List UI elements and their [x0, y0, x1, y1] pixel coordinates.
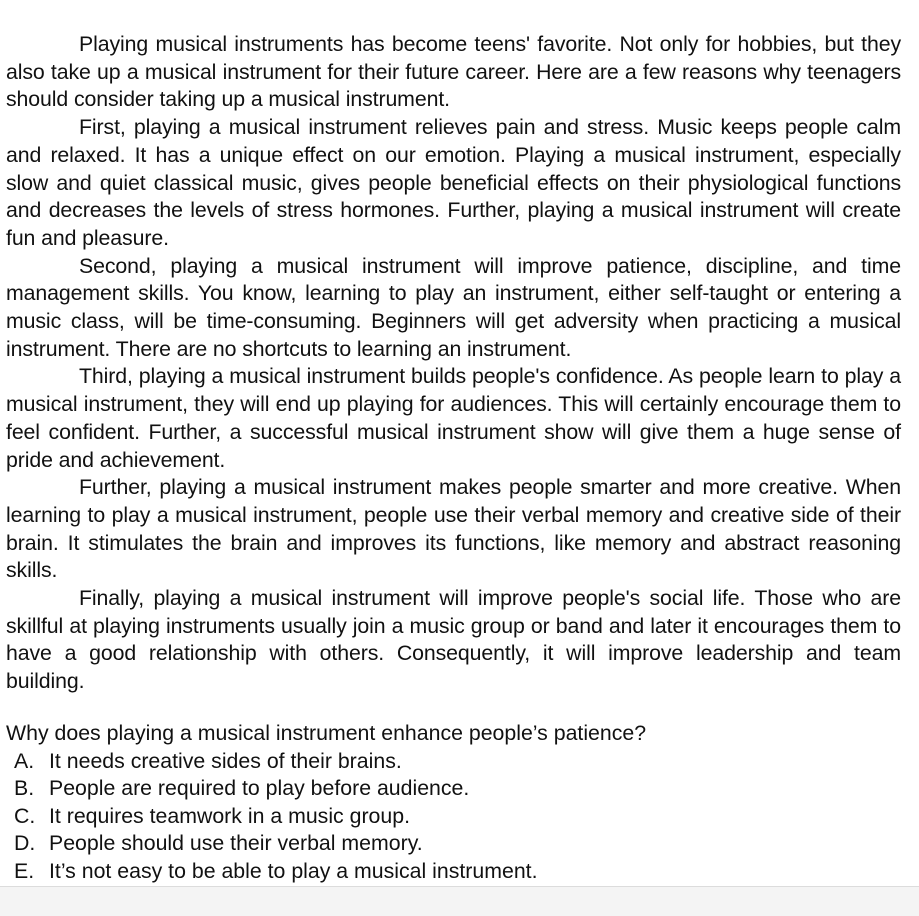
option-text: It’s not easy to be able to play a musical instrument.	[49, 858, 538, 883]
option-text: People should use their verbal memory.	[49, 831, 423, 855]
passage-paragraph-fourth-reason: Further, playing a musical instrument makes people smarter and more creative. When learning to play a musical instrument, people use their verbal memory and creative side of their brain. It stimulates the brain and improves its functions, like memory and abstract reasoning skills.	[6, 475, 901, 583]
option-letter: E.	[14, 858, 35, 883]
option-letter: B.	[14, 776, 35, 800]
bottom-margin	[0, 887, 919, 916]
answer-option-a[interactable]	[14, 748, 901, 776]
option-text: It needs creative sides of their brains.	[49, 748, 402, 773]
answer-options	[6, 748, 901, 886]
passage-paragraph-first-reason: First, playing a musical instrument relieves pain and stress. Music keeps people calm and relaxed. It has a unique effect on our emotion. Playing a musical instrument, especially slow and quiet classical music, gives people beneficial effects on their physiological functions and decreases the levels of stress hormones. Further, playing a musical instrument will create fun and pleasure.	[6, 115, 901, 250]
passage-paragraph-third-reason: Third, playing a musical instrument builds people's confidence. As people learn to play a musical instrument, they will end up playing for audiences. This will certainly encourage them to feel confident. Further, a successful musical instrument show will give them a huge sense of pride and achievement.	[6, 364, 901, 472]
reading-passage	[6, 31, 901, 696]
answer-option-c[interactable]	[14, 803, 901, 831]
passage-paragraph-second-reason: Second, playing a musical instrument will improve patience, discipline, and time management skills. You know, learning to play an instrument, either self-taught or entering a music class, will be time-consuming. Beginners will get adversity when practicing a musical instrument. There are no shortcuts to learning an instrument.	[6, 253, 901, 361]
option-text: It requires teamwork in a music group.	[49, 803, 411, 828]
passage-paragraph-intro: Playing musical instruments has become teens' favorite. Not only for hobbies, but they also take up a musical instrument for their future career. Here are a few reasons why teenagers should consider taking up a musical instrument.	[6, 32, 901, 112]
passage-paragraph-final-reason: Finally, playing a musical instrument will improve people's social life. Those who are skillful at playing instruments usually join a music group or band and later it encourages them to have a good relationship with others. Consequently, it will improve leadership and team building.	[6, 586, 901, 694]
option-letter: D.	[14, 831, 36, 855]
answer-option-b[interactable]	[14, 775, 901, 803]
answer-option-e[interactable]	[14, 858, 901, 886]
option-letter: C.	[14, 803, 36, 828]
question-text: Why does playing a musical instrument enhance people’s patience?	[6, 721, 647, 745]
option-text: People are required to play before audience.	[49, 776, 470, 800]
option-letter: A.	[14, 748, 35, 773]
question-block	[6, 720, 901, 885]
answer-option-d[interactable]	[14, 830, 901, 858]
